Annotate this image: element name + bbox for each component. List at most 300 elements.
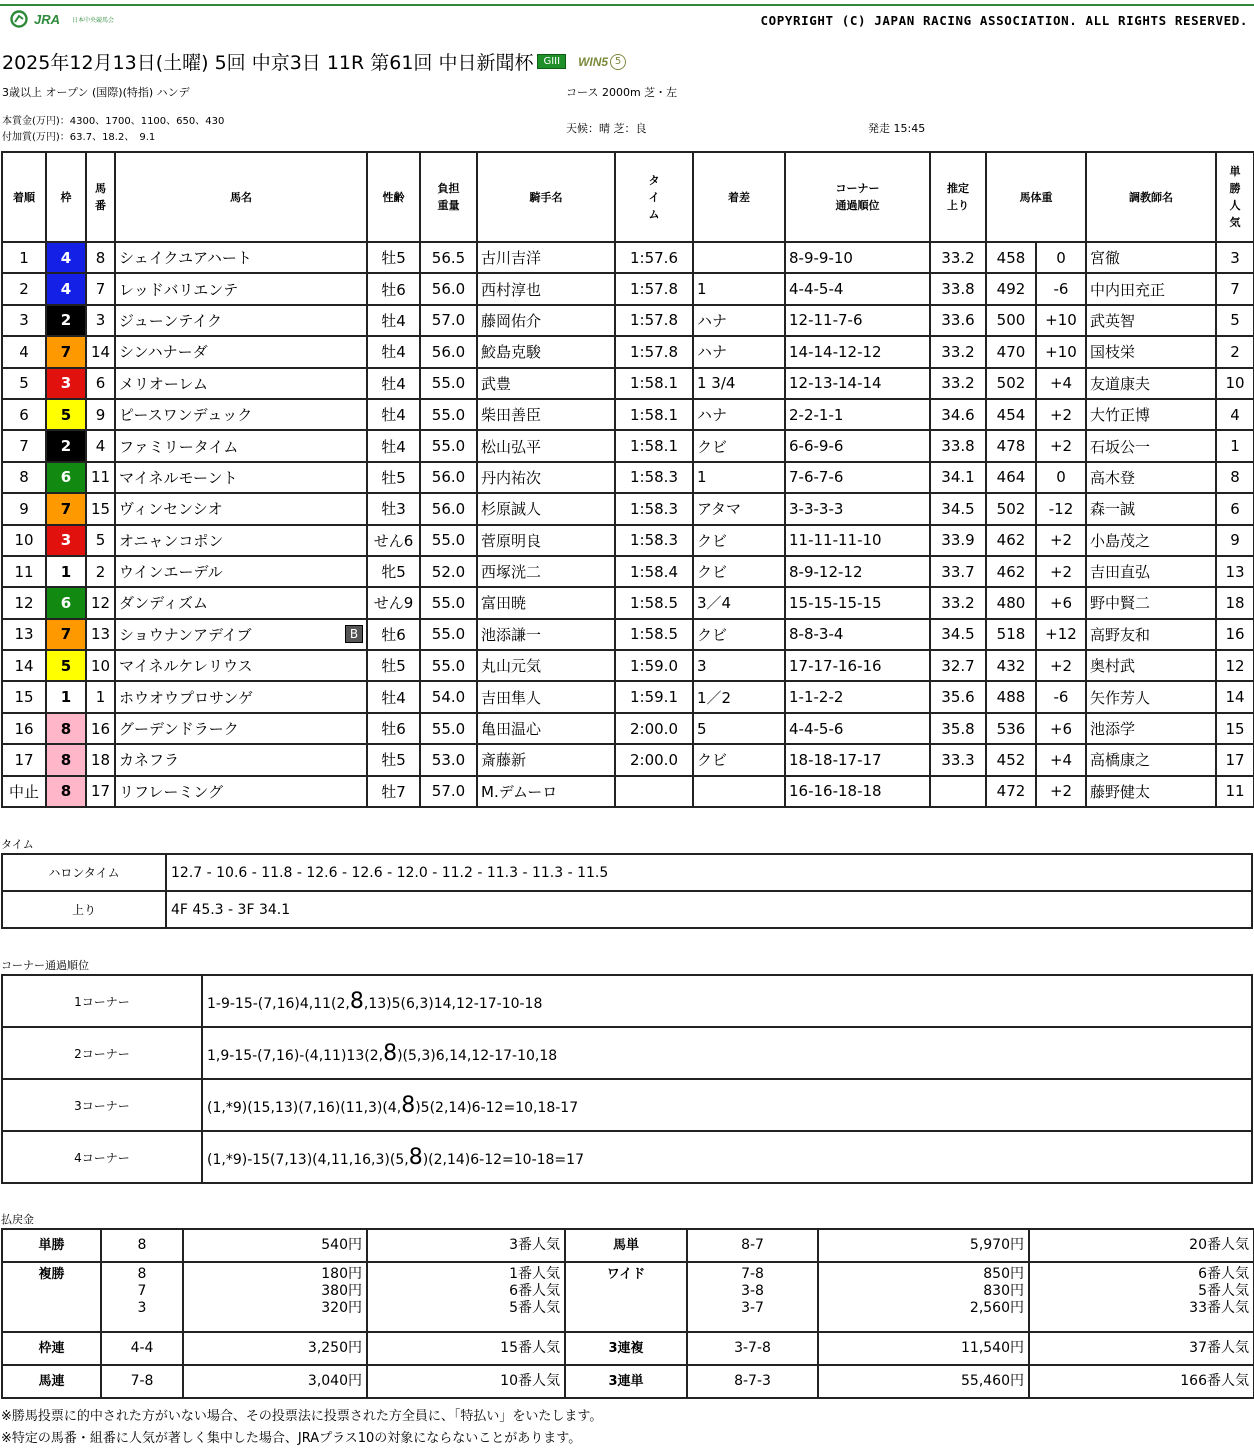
finish-time: 1:58.3 [615,462,693,493]
sanrentan-pop: 166番人気 [1029,1365,1254,1398]
corner-positions: 4-4-5-4 [785,273,930,304]
corner-positions: 8-9-12-12 [785,556,930,587]
finish-time: 1:59.0 [615,650,693,681]
rank: 12 [2,587,46,618]
popularity: 16 [1216,619,1254,650]
jockey-name[interactable]: 西村淳也 [477,273,615,304]
umatan-label: 馬単 [565,1229,687,1262]
sex-age: 牝5 [367,556,420,587]
weight-carried: 55.0 [420,587,477,618]
body-weight: 462 [986,525,1036,556]
weight-carried: 55.0 [420,368,477,399]
corner-positions: 12-13-14-14 [785,368,930,399]
payout-row-tansho [2,1229,1254,1262]
payout-row-umaren [2,1365,1254,1398]
winner-number: 8 [349,988,364,1014]
jockey-name[interactable]: 池添謙一 [477,619,615,650]
horse-name-link[interactable]: シェイクユアハート [119,249,252,268]
last-3f: 33.2 [930,336,986,367]
horse-name-link[interactable]: メリオーレム [119,374,208,393]
body-weight-diff: +10 [1036,305,1086,336]
horse-name-link[interactable]: レッドバリエンテ [119,280,239,299]
rank: 7 [2,430,46,461]
last-3f: 33.8 [930,273,986,304]
horse-name-link[interactable]: ジューンテイク [119,311,223,330]
body-weight-diff: +2 [1036,650,1086,681]
horse-name-link[interactable]: ウインエーデル [119,563,223,582]
finish-time: 1:58.3 [615,493,693,524]
jockey-name[interactable]: 菅原明良 [477,525,615,556]
corner-order-text: ,13)5(6,3)14,12-17-10-18 [363,995,543,1012]
sanrenpuku-label: 3連複 [565,1332,687,1365]
rank: 6 [2,399,46,430]
horse-number: 3 [86,305,115,336]
jockey-name[interactable]: 杉原誠人 [477,493,615,524]
corner-positions: 6-6-9-6 [785,430,930,461]
popularity: 5 [1216,305,1254,336]
wakuren-pop: 15番人気 [367,1332,565,1365]
jra-horse-icon [8,10,30,28]
finish-time: 1:58.1 [615,399,693,430]
horse-name-link[interactable]: グーデンドラーク [119,720,239,739]
finish-time: 1:58.5 [615,619,693,650]
last-3f: 32.7 [930,650,986,681]
corner-row [2,1131,1252,1183]
trainer-name[interactable]: 奥村武 [1086,650,1216,681]
sex-age: 牡6 [367,619,420,650]
header-rule [0,4,1254,6]
col-weight: 負担 重量 [420,152,477,242]
body-weight: 502 [986,368,1036,399]
horse-name-cell [115,776,367,807]
sex-age: 牡4 [367,336,420,367]
jockey-name[interactable]: 亀田温心 [477,713,615,744]
jra-logo[interactable] [8,10,114,28]
margin: 5 [693,713,785,744]
body-weight: 480 [986,587,1036,618]
body-weight: 472 [986,776,1036,807]
horse-name-cell [115,493,367,524]
wakuren-combo: 4-4 [101,1332,183,1365]
finish-time: 1:58.5 [615,587,693,618]
rank: 11 [2,556,46,587]
trainer-name[interactable]: 藤野健太 [1086,776,1216,807]
logo-subtext: 日本中央競馬会 [72,16,115,24]
popularity: 14 [1216,681,1254,712]
waku-cell: 7 [46,619,86,650]
fukusho-pops: 1番人気 6番人気 5番人気 [367,1262,565,1332]
sex-age: 牡3 [367,493,420,524]
trainer-name[interactable]: 高橋康之 [1086,744,1216,775]
horse-name-link[interactable]: マイネルケレリウス [119,657,253,676]
payout-section-label: 払戻金 [1,1213,34,1226]
corner-order-text: 1-9-15-(7,16)4,11(2, [207,995,350,1012]
result-row [2,525,1254,556]
sex-age: 牡5 [367,462,420,493]
trainer-name[interactable]: 中内田充正 [1086,273,1216,304]
horse-number: 10 [86,650,115,681]
corner-order-text: (1,*9)-15(7,13)(4,11,16,3)(5, [207,1151,409,1168]
col-body: 馬体重 [986,152,1086,242]
last-3f: 34.1 [930,462,986,493]
corner-positions: 16-16-18-18 [785,776,930,807]
waku-cell: 6 [46,462,86,493]
col-corner: コーナー 通過順位 [785,152,930,242]
rank: 15 [2,681,46,712]
margin: クビ [693,525,785,556]
sanrentan-label: 3連単 [565,1365,687,1398]
note-tokubarai: ※勝馬投票に的中された方がいない場合、その投票法に投票された方全員に、「特払い」をいたします。 [1,1409,603,1424]
corner-positions: 8-9-9-10 [785,242,930,273]
last-3f: 35.8 [930,713,986,744]
wide-pops: 6番人気 5番人気 33番人気 [1029,1262,1254,1332]
results-body [2,242,1254,807]
popularity: 3 [1216,242,1254,273]
jockey-name[interactable]: 斎藤新 [477,744,615,775]
wakuren-pay: 3,250円 [183,1332,367,1365]
weight-carried: 57.0 [420,776,477,807]
jockey-name[interactable]: 吉田隼人 [477,681,615,712]
jockey-name[interactable]: 富田暁 [477,587,615,618]
weight-carried: 55.0 [420,619,477,650]
body-weight-diff: +4 [1036,368,1086,399]
horse-number: 17 [86,776,115,807]
weight-carried: 55.0 [420,525,477,556]
last-3f: 33.9 [930,525,986,556]
horse-name-link[interactable]: シンハナーダ [119,343,208,362]
result-row [2,462,1254,493]
trainer-name[interactable]: 野中賢二 [1086,587,1216,618]
corner-positions: 3-3-3-3 [785,493,930,524]
horse-number: 13 [86,619,115,650]
corner-positions: 11-11-11-10 [785,525,930,556]
horse-name-cell [115,650,367,681]
body-weight-diff: 0 [1036,462,1086,493]
trainer-name[interactable]: 武英智 [1086,305,1216,336]
horse-name-cell [115,619,367,650]
body-weight-diff: +2 [1036,556,1086,587]
corner-row [2,975,1252,1027]
margin [693,242,785,273]
col-num: 馬 番 [86,152,115,242]
payout-table [1,1228,1254,1399]
waku-cell: 8 [46,744,86,775]
popularity: 2 [1216,336,1254,367]
waku-cell: 3 [46,368,86,399]
corner-order [202,1079,1252,1131]
finish-time: 2:00.0 [615,713,693,744]
corner-table [1,974,1253,1184]
jockey-name[interactable]: 藤岡佑介 [477,305,615,336]
horse-name-link[interactable]: ホウオウプロサンゲ [119,688,253,707]
horse-name-cell [115,556,367,587]
finish-time: 1:58.1 [615,430,693,461]
weight-carried: 52.0 [420,556,477,587]
weight-carried: 53.0 [420,744,477,775]
jockey-name[interactable]: 鮫島克駿 [477,336,615,367]
sex-age: せん6 [367,525,420,556]
horse-number: 7 [86,273,115,304]
trainer-name[interactable]: 森一誠 [1086,493,1216,524]
blinker-badge: B [345,625,363,643]
horse-number: 11 [86,462,115,493]
result-row [2,587,1254,618]
jockey-name[interactable]: 西塚洸二 [477,556,615,587]
popularity: 8 [1216,462,1254,493]
waku-cell: 5 [46,650,86,681]
sanrenpuku-combo: 3-7-8 [687,1332,818,1365]
horse-name-cell [115,305,367,336]
body-weight: 432 [986,650,1036,681]
rank: 5 [2,368,46,399]
col-margin: 着差 [693,152,785,242]
waku-cell: 2 [46,430,86,461]
result-row [2,556,1254,587]
horse-name-link[interactable]: マイネルモーント [119,468,238,487]
result-row [2,776,1254,807]
margin: 3／4 [693,587,785,618]
body-weight: 492 [986,273,1036,304]
corner-positions: 12-11-7-6 [785,305,930,336]
margin [693,776,785,807]
jockey-name[interactable]: 柴田善臣 [477,399,615,430]
furlong-times: 12.7 - 10.6 - 11.8 - 12.6 - 12.6 - 12.0 - 11.2 - 11.3 - 11.3 - 11.5 [166,854,1252,891]
body-weight: 488 [986,681,1036,712]
body-weight-diff: 0 [1036,242,1086,273]
body-weight: 470 [986,336,1036,367]
corner-order [202,1131,1252,1183]
race-title: 2025年12月13日(土曜) 5回 中京3日 11R 第61回 中日新聞杯 [2,52,534,74]
last-3f: 34.6 [930,399,986,430]
last-label: 上り [2,891,166,928]
time-table [1,853,1253,929]
fukusho-label: 複勝 [2,1262,101,1332]
umaren-pay: 3,040円 [183,1365,367,1398]
waku-cell: 1 [46,556,86,587]
body-weight-diff: +10 [1036,336,1086,367]
jockey-name[interactable]: 古川吉洋 [477,242,615,273]
body-weight: 536 [986,713,1036,744]
horse-name-cell [115,587,367,618]
horse-name-link[interactable]: ダンディズム [119,594,208,613]
corner-order-text: 1,9-15-(7,16)-(4,11)13(2, [207,1047,384,1064]
margin: クビ [693,744,785,775]
trainer-name[interactable]: 石坂公一 [1086,430,1216,461]
col-pop: 単 勝 人 気 [1216,152,1254,242]
corner-row [2,1079,1252,1131]
horse-name-link[interactable]: オニャンコポン [119,531,224,550]
last-3f: 33.2 [930,587,986,618]
margin: 1 3/4 [693,368,785,399]
last-times: 4F 45.3 - 3F 34.1 [166,891,1252,928]
margin: ハナ [693,399,785,430]
sex-age: 牡4 [367,681,420,712]
popularity: 1 [1216,430,1254,461]
trainer-name[interactable]: 友道康夫 [1086,368,1216,399]
sex-age: 牡4 [367,368,420,399]
prize-extra: 付加賞(万円)：63.7、18.2、 9.1 [2,132,156,143]
corner-label: 4コーナー [2,1131,202,1183]
jockey-name[interactable]: 松山弘平 [477,430,615,461]
horse-number: 16 [86,713,115,744]
horse-name-link[interactable]: カネフラ [119,751,180,770]
horse-name-cell [115,242,367,273]
finish-time: 1:57.8 [615,273,693,304]
body-weight-diff: +2 [1036,430,1086,461]
trainer-name[interactable]: 大竹正博 [1086,399,1216,430]
result-row [2,305,1254,336]
margin: クビ [693,430,785,461]
wide-pays: 850円 830円 2,560円 [818,1262,1029,1332]
grade-badge: GIII [537,54,566,69]
weight-carried: 56.0 [420,273,477,304]
last-row [2,891,1252,928]
corner-order-text: (1,*9)(15,13)(7,16)(11,3)(4, [207,1099,402,1116]
rank: 9 [2,493,46,524]
col-rank: 着順 [2,152,46,242]
trainer-name[interactable]: 小島茂之 [1086,525,1216,556]
corner-label: 2コーナー [2,1027,202,1079]
jockey-name[interactable]: 丹内祐次 [477,462,615,493]
rank: 8 [2,462,46,493]
waku-cell: 8 [46,713,86,744]
finish-time: 1:57.8 [615,305,693,336]
margin: クビ [693,619,785,650]
col-horse: 馬名 [115,152,367,242]
horse-name-link[interactable]: ショウナンアデイブ [119,625,252,644]
body-weight: 454 [986,399,1036,430]
trainer-name[interactable]: 高木登 [1086,462,1216,493]
result-row [2,681,1254,712]
jockey-name[interactable]: M.デムーロ [477,776,615,807]
tansho-pop: 3番人気 [367,1229,565,1262]
corner-positions: 18-18-17-17 [785,744,930,775]
sex-age: 牡5 [367,744,420,775]
finish-time: 1:58.3 [615,525,693,556]
race-conditions: 3歳以上 オープン (国際)(特指) ハンデ [2,86,190,99]
tansho-label: 単勝 [2,1229,101,1262]
horse-name-link[interactable]: ヴィンセンシオ [119,500,223,519]
umatan-pop: 20番人気 [1029,1229,1254,1262]
horse-name-link[interactable]: ピースワンデュック [119,406,253,425]
finish-time: 1:58.4 [615,556,693,587]
corner-label: 1コーナー [2,975,202,1027]
corner-row [2,1027,1252,1079]
horse-number: 14 [86,336,115,367]
weight-carried: 56.0 [420,336,477,367]
winner-number: 8 [401,1092,416,1118]
horse-number: 8 [86,242,115,273]
trainer-name[interactable]: 高野友和 [1086,619,1216,650]
result-row [2,399,1254,430]
rank: 2 [2,273,46,304]
rank: 3 [2,305,46,336]
margin: 1／2 [693,681,785,712]
body-weight-diff: +2 [1036,399,1086,430]
popularity: 6 [1216,493,1254,524]
last-3f: 33.6 [930,305,986,336]
popularity: 12 [1216,650,1254,681]
rank: 中止 [2,776,46,807]
weight-carried: 55.0 [420,713,477,744]
weight-carried: 55.0 [420,650,477,681]
corner-positions: 15-15-15-15 [785,587,930,618]
fukusho-combos: 8 7 3 [101,1262,183,1332]
margin: 3 [693,650,785,681]
last-3f: 34.5 [930,619,986,650]
corner-positions: 17-17-16-16 [785,650,930,681]
last-3f: 33.2 [930,368,986,399]
sex-age: 牡4 [367,430,420,461]
trainer-name[interactable]: 矢作芳人 [1086,681,1216,712]
body-weight-diff: +12 [1036,619,1086,650]
last-3f: 33.2 [930,242,986,273]
trainer-name[interactable]: 国枝栄 [1086,336,1216,367]
body-weight: 452 [986,744,1036,775]
result-row [2,650,1254,681]
tansho-pay: 540円 [183,1229,367,1262]
wakuren-label: 枠連 [2,1332,101,1365]
result-row [2,619,1254,650]
horse-number: 15 [86,493,115,524]
finish-time: 1:57.8 [615,336,693,367]
sanrenpuku-pay: 11,540円 [818,1332,1029,1365]
body-weight-diff: -12 [1036,493,1086,524]
body-weight-diff: +6 [1036,713,1086,744]
furlong-label: ハロンタイム [2,854,166,891]
jockey-name[interactable]: 武豊 [477,368,615,399]
weight-carried: 56.5 [420,242,477,273]
horse-number: 9 [86,399,115,430]
last-3f [930,776,986,807]
popularity: 4 [1216,399,1254,430]
sanrentan-combo: 8-7-3 [687,1365,818,1398]
col-sexage: 性齢 [367,152,420,242]
win5-label: WIN5 [578,54,609,69]
horse-name-link[interactable]: ファミリータイム [119,437,239,456]
sex-age: 牡5 [367,242,420,273]
sex-age: 牡7 [367,776,420,807]
corner-positions: 2-2-1-1 [785,399,930,430]
last-3f: 34.5 [930,493,986,524]
trainer-name[interactable]: 宮徹 [1086,242,1216,273]
corner-positions: 14-14-12-12 [785,336,930,367]
horse-number: 12 [86,587,115,618]
umaren-combo: 7-8 [101,1365,183,1398]
race-title-row [2,48,626,75]
horse-name-link[interactable]: リフレーミング [119,782,224,801]
margin: 1 [693,462,785,493]
umaren-label: 馬連 [2,1365,101,1398]
sex-age: 牡6 [367,713,420,744]
horse-name-cell [115,744,367,775]
horse-number: 18 [86,744,115,775]
tansho-combo: 8 [101,1229,183,1262]
corner-order [202,975,1252,1027]
trainer-name[interactable]: 吉田直弘 [1086,556,1216,587]
trainer-name[interactable]: 池添学 [1086,713,1216,744]
jockey-name[interactable]: 丸山元気 [477,650,615,681]
waku-cell: 6 [46,587,86,618]
waku-cell: 3 [46,525,86,556]
finish-time: 1:58.1 [615,368,693,399]
last-3f: 33.7 [930,556,986,587]
horse-number: 1 [86,681,115,712]
waku-cell: 7 [46,493,86,524]
popularity: 15 [1216,713,1254,744]
result-row [2,713,1254,744]
body-weight: 502 [986,493,1036,524]
